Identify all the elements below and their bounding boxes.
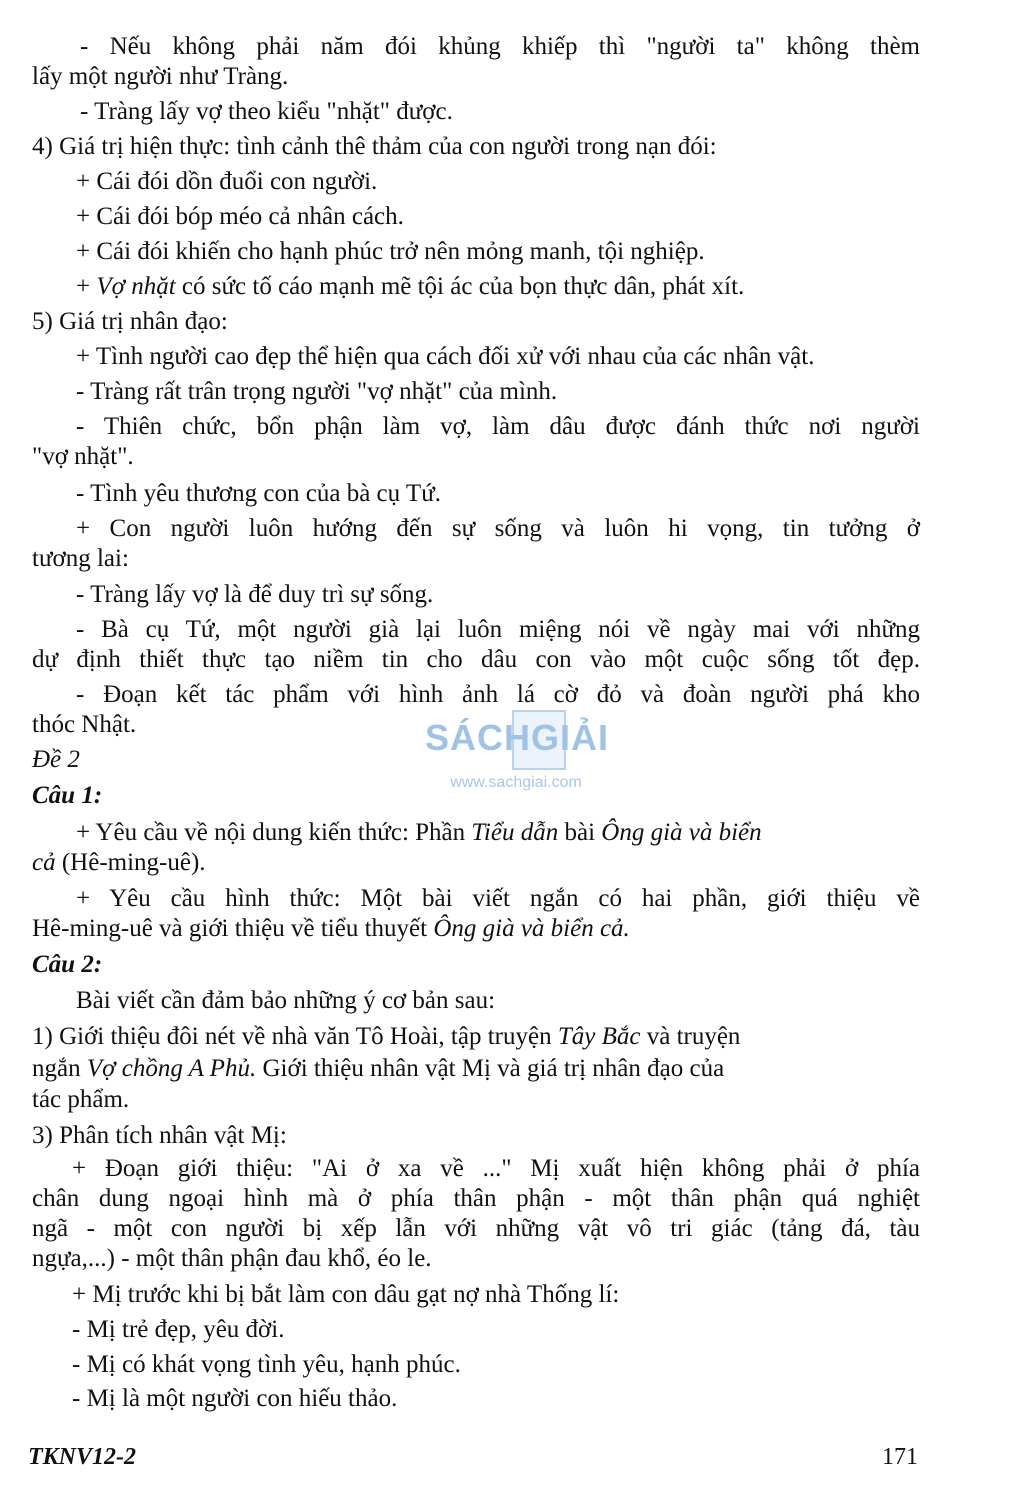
text-line — [32, 272, 964, 302]
text-line: + Yêu cầu hình thức: Một bài viết ngắn có hai phần, giới thiệu về — [76, 885, 920, 912]
text-span: bài — [558, 819, 602, 846]
text-line — [32, 848, 920, 878]
work-title: Ông già và biển cả. — [433, 915, 630, 942]
text-line: - Mị là một người con hiếu thảo. — [72, 1385, 398, 1412]
watermark — [408, 716, 624, 806]
text-span: Hê-ming-uê và giới thiệu về tiểu thuyết — [32, 915, 434, 942]
text-line: tác phẩm. — [32, 1086, 130, 1113]
page-number: 171 — [882, 1444, 918, 1470]
text-line: 3) Phân tích nhân vật Mị: — [32, 1122, 287, 1149]
text-span: + Yêu cầu về nội dung kiến thức: Phần — [76, 819, 472, 846]
section-heading: Đề 2 — [32, 746, 80, 773]
text-line — [32, 818, 964, 848]
text-line: 5) Giá trị nhân đạo: — [32, 308, 228, 335]
text-line: + Cái đói bóp méo cả nhân cách. — [76, 203, 404, 230]
text-line: - Mị có khát vọng tình yêu, hạnh phúc. — [72, 1351, 461, 1378]
text-line — [32, 1054, 920, 1084]
text-line: + Cái đói dồn đuổi con người. — [76, 168, 378, 195]
text-line: + Tình người cao đẹp thể hiện qua cách đối xử với nhau của các nhân vật. — [76, 343, 815, 370]
text-span: và truyện — [640, 1023, 741, 1050]
text-span: 1) Giới thiệu đôi nét về nhà văn Tô Hoài, tập truyện — [32, 1023, 558, 1050]
work-title: Vợ chồng A Phủ. — [86, 1055, 257, 1082]
watermark-url: www.sachgiai.com — [450, 774, 582, 791]
work-title: Tây Bắc — [557, 1023, 641, 1050]
question-heading: Câu 1: — [32, 782, 103, 809]
text-line: + Cái đói khiến cho hạnh phúc trở nên mỏng manh, tội nghiệp. — [76, 238, 705, 265]
text-line: + Mị trước khi bị bắt làm con dâu gạt nợ nhà Thống lí: — [72, 1281, 620, 1308]
work-title: Tiểu dẫn — [471, 819, 559, 846]
work-title: Vợ nhặt — [96, 273, 176, 300]
text-line: - Tràng lấy vợ là để duy trì sự sống. — [76, 581, 434, 608]
text-line — [32, 1022, 920, 1052]
text-line: "vợ nhặt". — [32, 443, 134, 470]
text-line: dự định thiết thực tạo niềm tin cho dâu con vào một cuộc sống tốt đẹp. — [32, 646, 920, 673]
text-line — [32, 914, 920, 944]
text-line: - Thiên chức, bổn phận làm vợ, làm dâu được đánh thức nơi người — [76, 413, 920, 440]
text-line: - Tràng lấy vợ theo kiểu "nhặt" được. — [80, 98, 453, 125]
text-span: (Hê-ming-uê). — [55, 849, 206, 876]
text-span: ngắn — [32, 1055, 87, 1082]
text-line: tương lai: — [32, 545, 129, 572]
watermark-brand: SÁCHGIẢI — [424, 717, 609, 758]
text-line: - Tràng rất trân trọng người "vợ nhặt" của mình. — [76, 378, 558, 405]
text-line: + Con người luôn hướng đến sự sống và luôn hi vọng, tin tưởng ở — [76, 515, 920, 542]
text-span: Giới thiệu nhân vật Mị và giá trị nhân đạo của — [256, 1055, 725, 1082]
text-span: có sức tố cáo mạnh mẽ tội ác của bọn thực dân, phát xít. — [175, 273, 745, 300]
text-line: - Tình yêu thương con của bà cụ Tứ. — [76, 480, 442, 507]
text-line: - Nếu không phải năm đói khủng khiếp thì "người ta" không thèm — [80, 33, 920, 60]
text-line: chân dung ngoại hình mà ở phía thân phận - một thân phận quá nghiệt — [32, 1185, 920, 1212]
text-line: thóc Nhật. — [32, 711, 137, 738]
footer-code: TKNV12-2 — [28, 1444, 136, 1470]
text-line: - Mị trẻ đẹp, yêu đời. — [72, 1316, 285, 1343]
question-heading: Câu 2: — [32, 951, 103, 978]
text-line: - Đoạn kết tác phẩm với hình ảnh lá cờ đỏ và đoàn người phá kho — [76, 681, 920, 708]
text-line: Bài viết cần đảm bảo những ý cơ bản sau: — [76, 987, 496, 1014]
text-line: 4) Giá trị hiện thực: tình cảnh thê thảm của con người trong nạn đói: — [32, 133, 717, 160]
text-line: + Đoạn giới thiệu: "Ai ở xa về ..." Mị xuất hiện không phải ở phía — [72, 1155, 920, 1182]
text-line: ngựa,...) - một thân phận đau khổ, éo le. — [32, 1245, 432, 1272]
text-span: + — [76, 273, 97, 300]
text-line: lấy một người như Tràng. — [32, 63, 289, 90]
text-line: - Bà cụ Tứ, một người già lại luôn miệng nói về ngày mai với những — [76, 616, 920, 643]
text-line: ngã - một con người bị xếp lẫn với những vật vô tri giác (tảng đá, tàu — [32, 1215, 920, 1242]
work-title: Ông già và biển — [601, 819, 762, 846]
work-title: cả — [32, 849, 56, 876]
